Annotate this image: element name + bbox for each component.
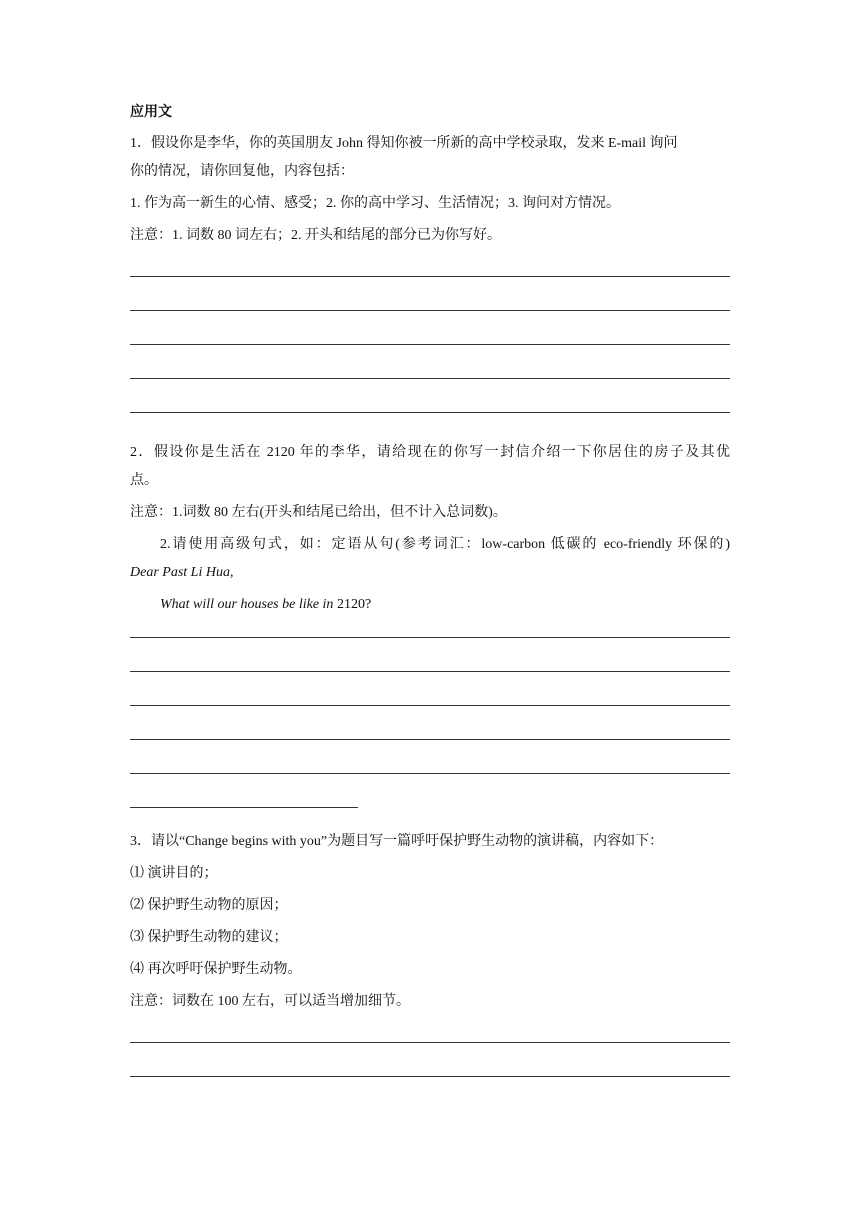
q2-opening-sentence	[130, 593, 730, 617]
answer-line[interactable]	[130, 1076, 730, 1077]
question-2	[130, 441, 730, 808]
q3-note: 注意：词数在 100 左右，可以适当增加细节。	[130, 994, 410, 1009]
answer-line[interactable]	[130, 739, 730, 740]
answer-line[interactable]	[130, 671, 730, 672]
q1-prompt-line-1: 1．假设你是李华，你的英国朋友 John 得知你被一所新的高中学校录取，发来 E-mail 询问	[130, 136, 678, 151]
q2-answer-lines[interactable]	[130, 637, 730, 808]
q3-prompt: 3．请以“Change begins with you”为题目写一篇呼吁保护野生动物的演讲稿，内容如下：	[130, 834, 664, 849]
q1-note: 注意：1. 词数 80 词左右；2. 开头和结尾的部分已为你写好。	[130, 228, 501, 243]
answer-line[interactable]	[130, 276, 730, 277]
answer-line[interactable]	[130, 310, 730, 311]
q1-answer-lines[interactable]	[130, 276, 730, 413]
answer-line[interactable]	[130, 705, 730, 706]
question-1	[130, 132, 730, 413]
q1-content-points: 1. 作为高一新生的心情、感受；2. 你的高中学习、生活情况；3. 询问对方情况。	[130, 196, 620, 211]
answer-line[interactable]	[130, 637, 730, 638]
q3-item-4: ⑷ 再次呼吁保护野生动物。	[130, 962, 302, 977]
answer-line[interactable]	[130, 412, 730, 413]
answer-line[interactable]	[130, 344, 730, 345]
answer-line-short[interactable]	[130, 807, 358, 808]
answer-line[interactable]	[130, 378, 730, 379]
answer-line[interactable]	[130, 1042, 730, 1043]
question-3	[130, 830, 730, 1077]
q2-prompt-line-1: 2．假设你是生活在 2120 年的李华，请给现在的你写一封信介绍一下你居住的房子及其优	[130, 445, 730, 460]
document-page	[130, 102, 730, 1077]
q3-answer-lines[interactable]	[130, 1042, 730, 1077]
q2-note-1: 注意：1.词数 80 左右(开头和结尾已给出，但不计入总词数)。	[130, 505, 507, 520]
q2-prompt-line-2: 点。	[130, 473, 158, 488]
q1-prompt-line-2: 你的情况，请你回复他，内容包括：	[130, 164, 354, 179]
q3-item-1: ⑴ 演讲目的；	[130, 866, 218, 881]
q3-item-2: ⑵ 保护野生动物的原因；	[130, 898, 288, 913]
answer-line[interactable]	[130, 773, 730, 774]
q2-opening-year: 2120?	[336, 597, 372, 612]
q2-note-2: 2.请使用高级句式，如：定语从句(参考词汇：low-carbon 低碳的 eco-friendly 环保的)	[160, 537, 730, 552]
q3-item-3: ⑶ 保护野生动物的建议；	[130, 930, 288, 945]
q2-salutation: Dear Past Li Hua,	[130, 565, 234, 580]
section-heading: 应用文	[130, 104, 172, 120]
q2-opening-text: What will our houses be like in	[160, 597, 337, 612]
